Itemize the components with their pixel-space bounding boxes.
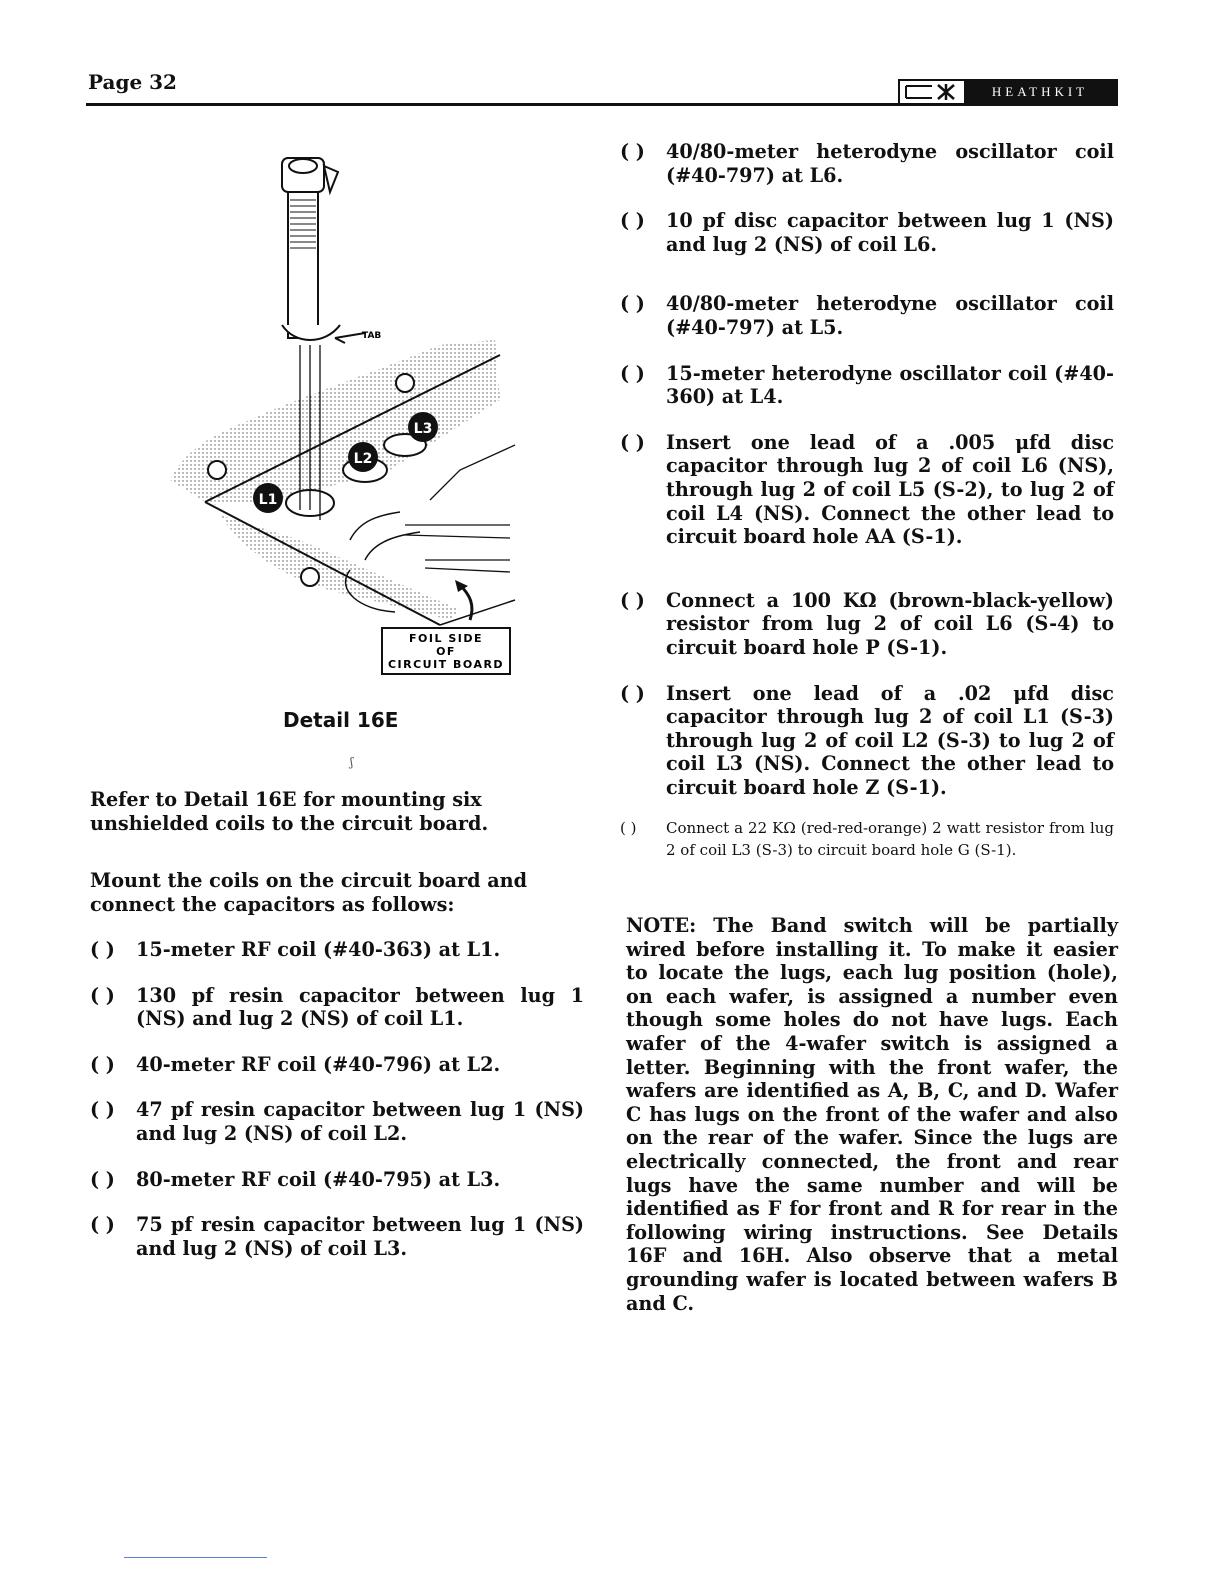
checkbox[interactable]: ( )	[90, 983, 115, 1007]
step-item	[90, 1168, 584, 1192]
heathkit-logo	[898, 79, 1118, 105]
step-text: Insert one lead of a .02 μfd disc capacitor through lug 2 of coil L1 (S-3) through lug 2 of coil L2 (S-3) to lug 2 of coil L3 (NS). Connect the other lead to circuit board hole Z (S-1).	[666, 681, 1114, 799]
callout-line-1: FOIL SIDE	[409, 632, 483, 645]
step-item	[620, 209, 1114, 256]
step-text: 15-meter heterodyne oscillator coil (#40-360) at L4.	[666, 361, 1114, 409]
step-item	[620, 817, 1114, 861]
step-item	[620, 140, 1114, 187]
l2-badge	[348, 442, 378, 472]
step-item	[90, 938, 584, 962]
step-text: Insert one lead of a .005 μfd disc capacitor through lug 2 of coil L6 (NS), through lug 2 of coil L5 (S-2), to lug 2 of coil L4 (NS). Connect the other lead to circuit board hole AA (S-1).	[666, 430, 1114, 549]
note-paragraph: NOTE: The Band switch will be partially wired before installing it. To make it easier to locate the lugs, each lug position (hole), on each wafer, is assigned a number even though some holes do not have lugs. Each wafer of the 4-wafer switch is assigned a letter. Beginning with the front wafer, the wafers are identified as A, B, C, and D. Wafer C has lugs on the front of the wafer and also on the rear of the wafer. Since the lugs are electrically connected, the front and rear lugs have the same number and will be identified as F for front and R for rear in the following wiring instructions. See Details 16F and 16H. Also observe that a metal grounding wafer is located between wafers B and C.	[626, 914, 1118, 1315]
step-text: 47 pf resin capacitor between lug 1 (NS) and lug 2 (NS) of coil L2.	[136, 1098, 584, 1145]
checkbox[interactable]: ( )	[620, 588, 645, 612]
step-item	[90, 1098, 584, 1145]
callout-line-3: CIRCUIT BOARD	[387, 658, 505, 671]
footer-rule	[124, 1557, 267, 1558]
checkbox[interactable]: ( )	[90, 1098, 115, 1122]
right-steps	[620, 140, 1114, 861]
tab-label: TAB	[362, 331, 382, 341]
left-column	[90, 788, 584, 916]
intro-paragraph: Refer to Detail 16E for mounting six unshielded coils to the circuit board.	[90, 788, 489, 835]
l1-label: L1	[258, 492, 278, 508]
step-text: 80-meter RF coil (#40-795) at L3.	[136, 1167, 501, 1191]
checkbox[interactable]: ( )	[620, 681, 645, 705]
checkbox[interactable]: ( )	[620, 430, 645, 454]
l3-label: L3	[413, 421, 433, 437]
step-item	[90, 1213, 584, 1260]
l3-badge	[408, 412, 438, 442]
step-item	[620, 682, 1114, 800]
checkbox[interactable]: ( )	[90, 1213, 115, 1237]
step-item	[620, 589, 1114, 660]
l1-badge	[253, 483, 283, 513]
step-text: 40/80-meter heterodyne oscillator coil (#40-797) at L6.	[666, 140, 1114, 187]
checkbox[interactable]: ( )	[90, 1052, 115, 1076]
step-item	[90, 1053, 584, 1077]
step-item	[620, 431, 1114, 549]
left-steps	[90, 938, 584, 1260]
step-text: 40-meter RF coil (#40-796) at L2.	[136, 1052, 501, 1076]
step-item	[90, 984, 584, 1031]
step-text: Connect a 100 KΩ (brown-black-yellow) resistor from lug 2 of coil L6 (S-4) to circuit board hole P (S-1).	[666, 588, 1114, 659]
brand-mark-icon	[900, 81, 964, 103]
detail-16e-illustration	[150, 140, 530, 690]
header-rule	[86, 103, 1118, 106]
checkbox[interactable]: ( )	[620, 819, 637, 838]
step-text: Connect a 22 KΩ (red-red-orange) 2 watt resistor from lug 2 of coil L3 (S-3) to circuit board hole G (S-1).	[666, 819, 1114, 860]
step-item	[620, 292, 1114, 339]
figure-caption: Detail 16E	[283, 708, 399, 732]
stray-mark: ʃ	[350, 755, 354, 769]
step-text: 40/80-meter heterodyne oscillator coil (#40-797) at L5.	[666, 292, 1114, 339]
step-text: 10 pf disc capacitor between lug 1 (NS) and lug 2 (NS) of coil L6.	[666, 209, 1114, 256]
checkbox[interactable]: ( )	[90, 1167, 115, 1191]
page-number: Page 32	[88, 70, 177, 94]
checkbox[interactable]: ( )	[620, 361, 645, 385]
step-text: 75 pf resin capacitor between lug 1 (NS) and lug 2 (NS) of coil L3.	[136, 1213, 584, 1260]
checkbox[interactable]: ( )	[620, 209, 645, 233]
checkbox[interactable]: ( )	[620, 292, 645, 316]
checkbox[interactable]: ( )	[620, 140, 645, 163]
brand-name: HEATHKIT	[964, 81, 1116, 103]
callout-line-2: OF	[436, 645, 456, 658]
step-text: 15-meter RF coil (#40-363) at L1.	[136, 938, 501, 961]
step-item	[620, 362, 1114, 409]
checkbox[interactable]: ( )	[90, 938, 115, 961]
l2-label: L2	[353, 451, 373, 467]
mount-paragraph: Mount the coils on the circuit board and connect the capacitors as follows:	[90, 869, 528, 916]
step-text: 130 pf resin capacitor between lug 1 (NS) and lug 2 (NS) of coil L1.	[136, 983, 584, 1031]
